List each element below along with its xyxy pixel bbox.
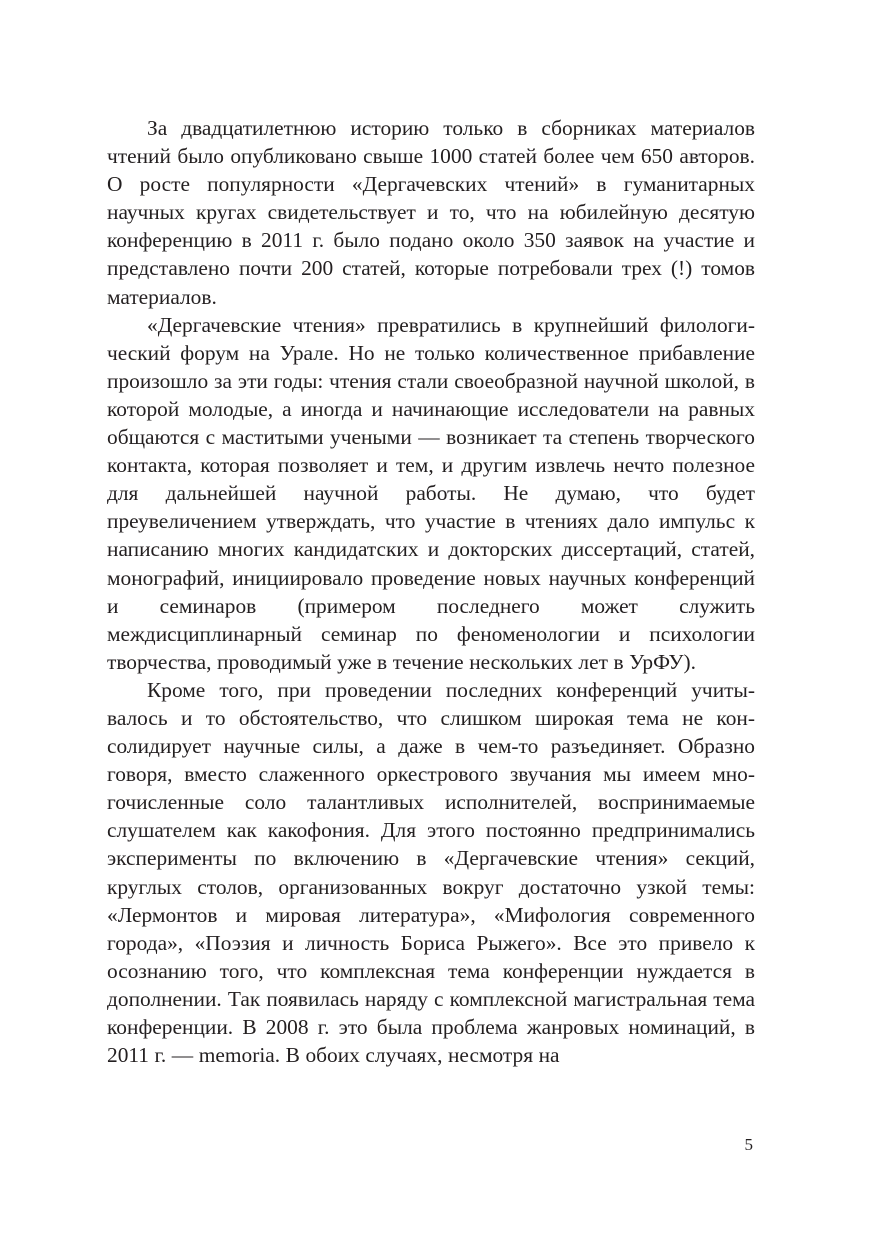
paragraph-3: Кроме того, при проведении последних конференций учитывалось и то обстоятельство, что слишком широкая тема не консолидирует научные силы, а даже в чем-то разъединяет. Образно говоря, вместо слаженного оркестрового звучания мы имеем многочисленные соло талантливых исполнителей, воспринимаемые слушателем как какофония. Для этого постоянно предпринимались эксперименты по включению в «Дергачевские чтения» секций, круглых столов, организованных вокруг достаточно узкой темы: «Лермонтов и мировая литература», «Мифология современного города», «Поэзия и личность Бориса Рыжего». Все это привело к осознанию того, что комплексная тема конференции нуждается в дополнении. Так появилась наряду с комплексной магистральная тема конференции. В 2008 г. это была проблема жанровых номинаций, в 2011 г. — memoria. В обоих случаях, несмотря на [107, 677, 755, 1068]
page-body [107, 114, 755, 1069]
paragraph-1: За двадцатилетнюю историю только в сборниках материалов чтений было опубликовано свыше 1000 статей более чем 650 авторов. О росте популярности «Дергачевских чтений» в гуманитарных научных кругах свидетельствует и то, что на юбилейную десятую конференцию в 2011 г. было подано около 350 заявок на участие и представлено почти 200 статей, которые потребовали трех (!) томов материалов. [107, 116, 755, 309]
paragraph-2: «Дергачевские чтения» превратились в крупнейший филологический форум на Урале. Но не только количественное прибавление произошло за эти годы: чтения стали своеобразной научной школой, в которой молодые, а иногда и начинающие исследователи на равных общаются с маститыми учеными — возникает та степень творческого контакта, которая позволяет и тем, и другим извлечь нечто полезное для дальнейшей научной работы. Не думаю, что будет преувеличением утверждать, что участие в чтениях дало импульс к написанию многих кандидатских и докторских диссертаций, статей, монографий, инициировало проведение новых научных конференций и семинаров (примером последнего может служить междисциплинарный семинар по феноменологии и психологии творчества, проводимый уже в течение нескольких лет в УрФУ). [107, 312, 755, 674]
page-number: 5 [744, 1135, 753, 1154]
